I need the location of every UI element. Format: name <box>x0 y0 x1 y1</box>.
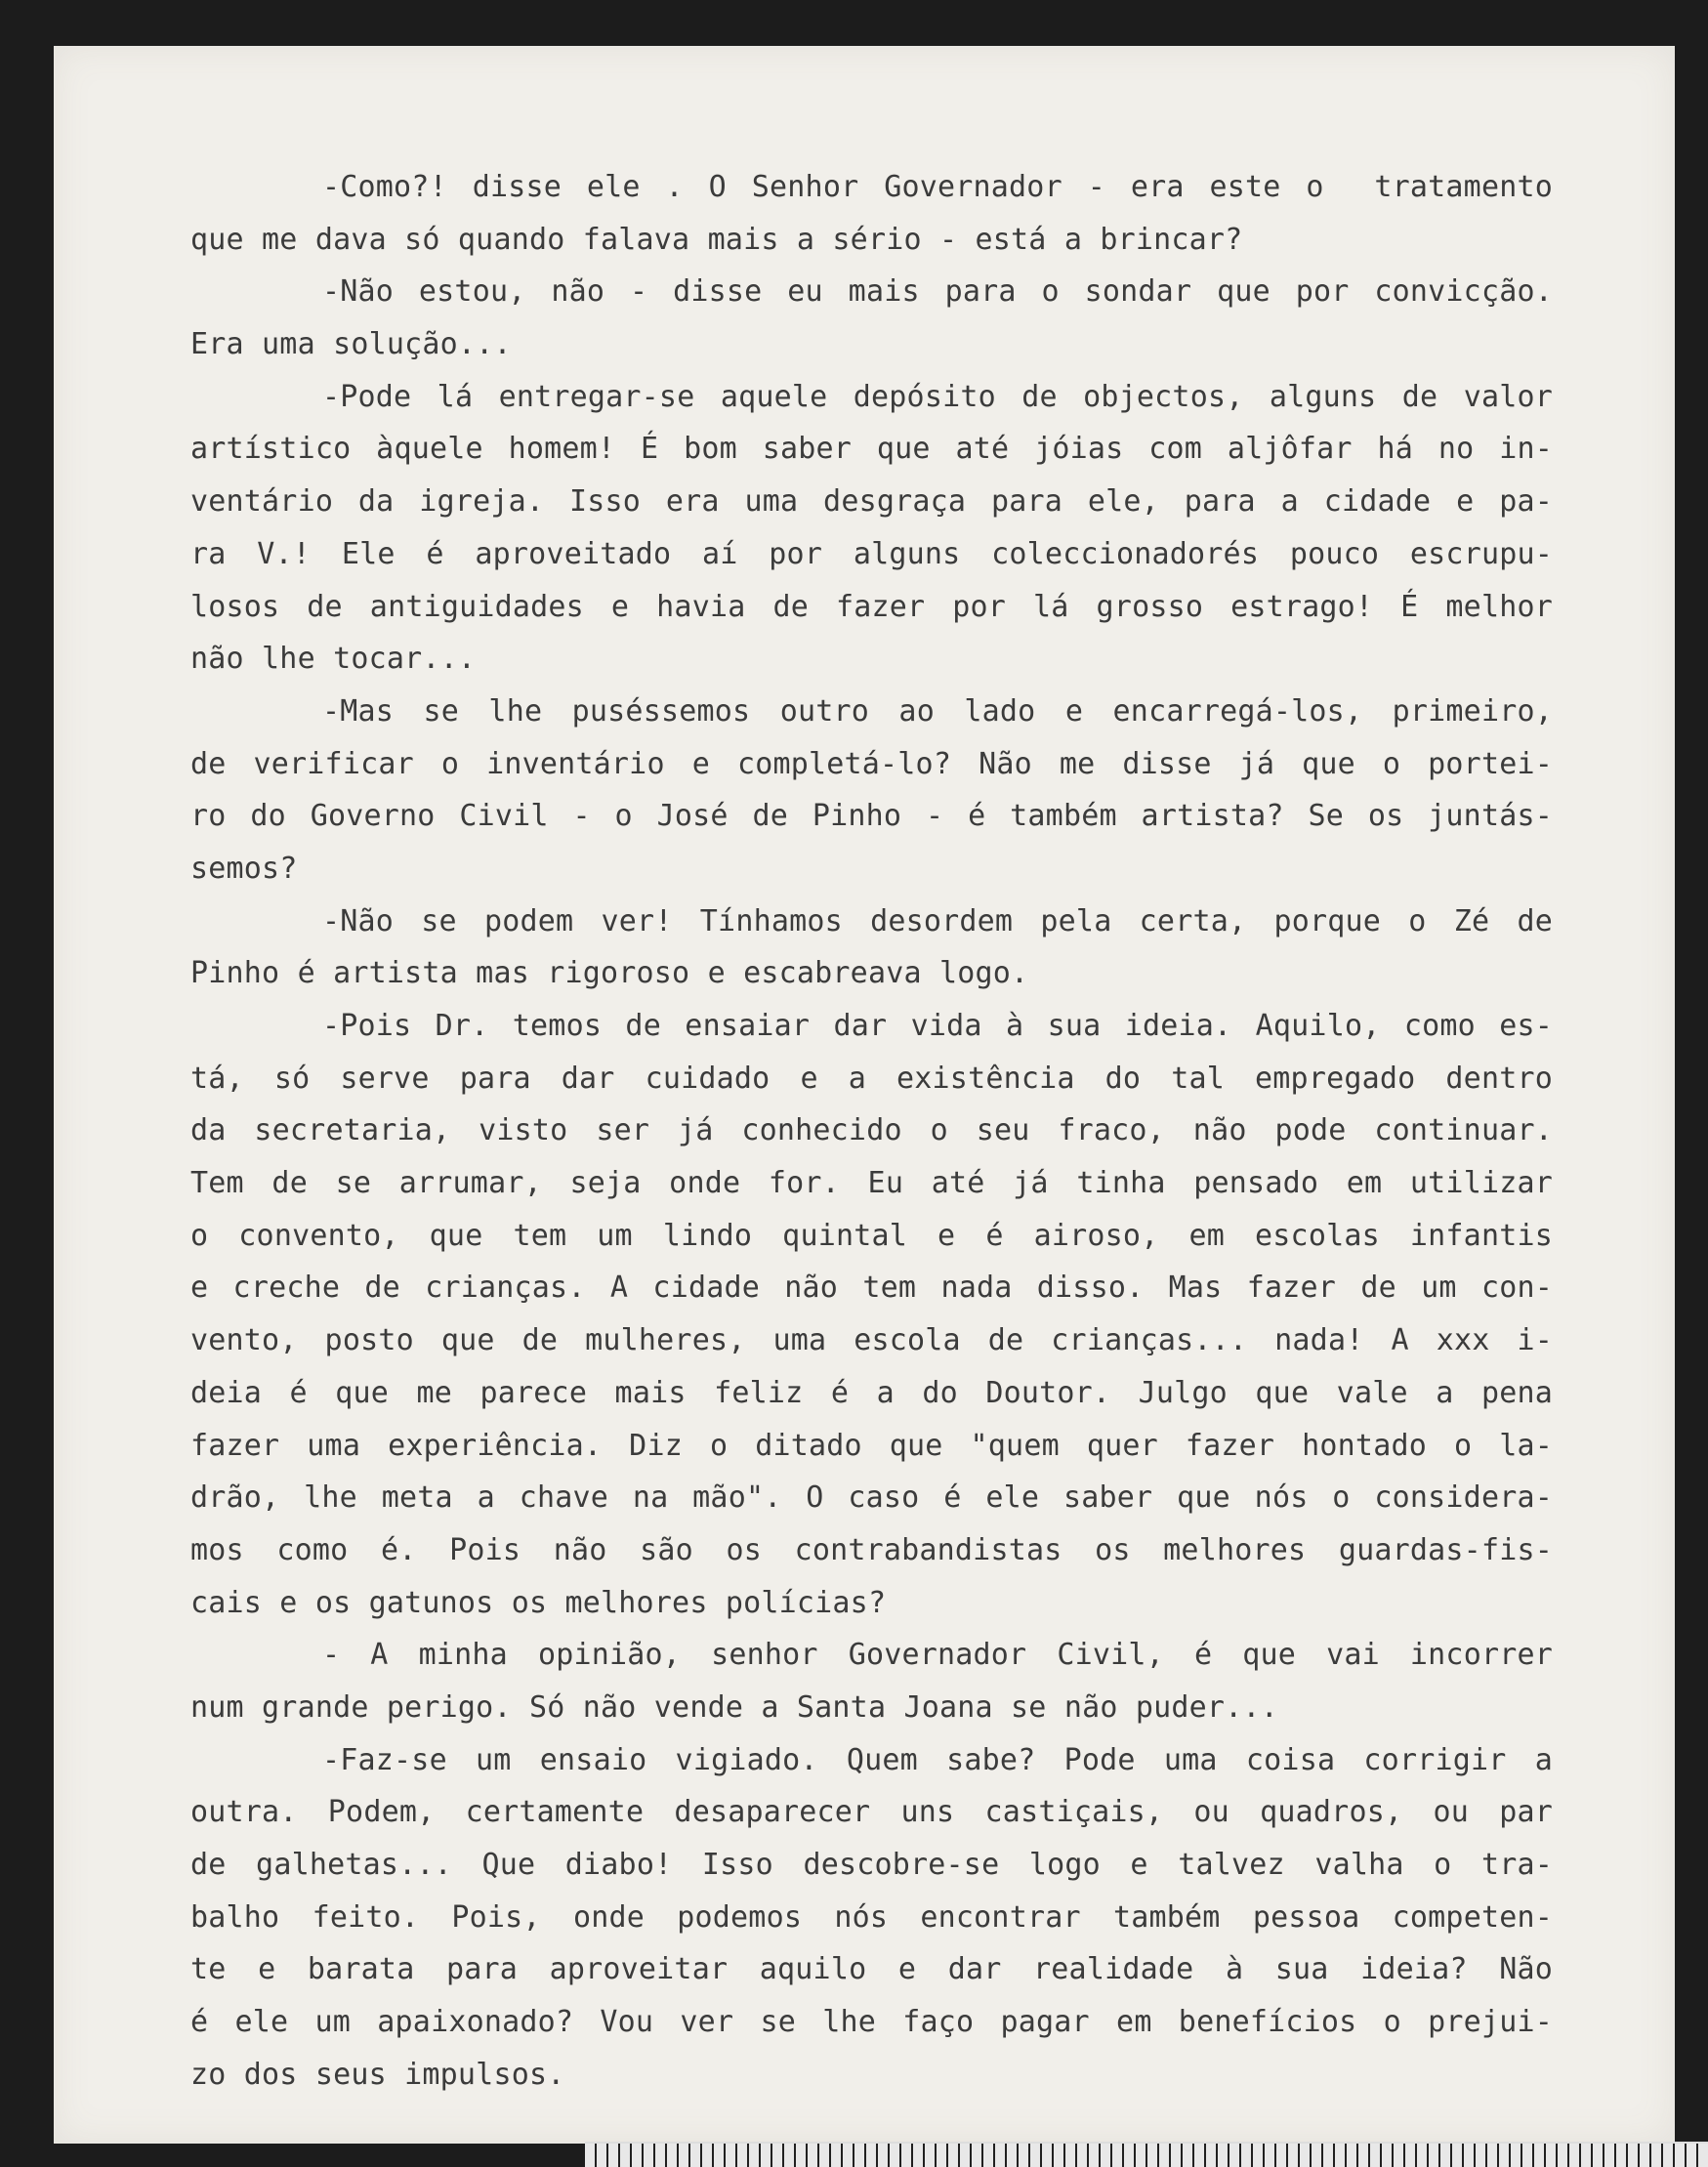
text-line: da secretaria, visto ser já conhecido o seu fraco, não pode continuar. <box>190 1113 1553 1148</box>
text-line: de galhetas... Que diabo! Isso descobre-se logo e talvez valha o tra- <box>190 1848 1553 1882</box>
text-line: -Pois Dr. temos de ensaiar dar vida à sua ideia. Aquilo, como es- <box>322 1009 1553 1043</box>
text-line: artístico àquele homem! É bom saber que até jóias com aljôfar há no in- <box>190 432 1553 467</box>
text-line: ra V.! Ele é aproveitado aí por alguns coleccionadorés pouco escrupu- <box>190 536 1553 571</box>
scale-ruler <box>585 2142 1708 2167</box>
text-line: -Como?! disse ele . O Senhor Governador - era este o tratamento <box>322 170 1553 204</box>
text-line: -Pode lá entregar-se aquele depósito de objectos, alguns de valor <box>322 379 1553 414</box>
text-line: vento, posto que de mulheres, uma escola de crianças... nada! A xxx i- <box>190 1323 1553 1358</box>
text-line: drão, lhe meta a chave na mão". O caso é ele saber que nós o considera- <box>190 1480 1553 1516</box>
text-line: fazer uma experiência. Diz o ditado que "quem quer fazer hontado o la- <box>190 1428 1553 1463</box>
text-line: outra. Podem, certamente desaparecer uns castiçais, ou quadros, ou par <box>190 1795 1553 1830</box>
text-line: que me dava só quando falava mais a sério - está a brincar? <box>190 222 1243 257</box>
text-line: te e barata para aproveitar aquilo e dar realidade à sua ideia? Não <box>190 1952 1553 1987</box>
text-line: balho feito. Pois, onde podemos nós encontrar também pessoa competen- <box>190 1899 1553 1935</box>
text-line: -Faz-se um ensaio vigiado. Quem sabe? Pode uma coisa corrigir a <box>322 1742 1553 1777</box>
text-line: cais e os gatunos os melhores polícias? <box>190 1585 887 1620</box>
text-line: num grande perigo. Só não vende a Santa Joana se não puder... <box>190 1689 1278 1725</box>
text-line: zo dos seus impulsos. <box>190 2057 565 2092</box>
text-line: - A minha opinião, senhor Governador Civil, é que vai incorrer <box>322 1638 1553 1673</box>
text-line: de verificar o inventário e completá-lo? Não me disse já que o portei- <box>190 746 1553 781</box>
text-line: o convento, que tem um lindo quintal e é airoso, em escolas infantis <box>190 1218 1553 1253</box>
text-line: ro do Governo Civil - o José de Pinho - é também artista? Se os juntás- <box>190 799 1553 834</box>
typed-text-body <box>190 161 1553 2101</box>
text-line: -Mas se lhe puséssemos outro ao lado e encarregá-los, primeiro, <box>322 693 1553 729</box>
typed-page <box>54 46 1675 2144</box>
text-line: Pinho é artista mas rigoroso e escabreava logo. <box>190 956 1029 991</box>
text-line: não lhe tocar... <box>190 642 477 677</box>
text-line: tá, só serve para dar cuidado e a existência do tal empregado dentro <box>190 1061 1553 1096</box>
text-line: e creche de crianças. A cidade não tem nada disso. Mas fazer de um con- <box>190 1271 1553 1306</box>
text-line: losos de antiguidades e havia de fazer por lá grosso estrago! É melhor <box>190 589 1553 624</box>
text-line: mos como é. Pois não são os contrabandistas os melhores guardas-fis- <box>190 1532 1553 1567</box>
text-line: deia é que me parece mais feliz é a do Doutor. Julgo que vale a pena <box>190 1375 1553 1410</box>
text-line: Tem de se arrumar, seja onde for. Eu até já tinha pensado em utilizar <box>190 1166 1553 1201</box>
text-line: ventário da igreja. Isso era uma desgraça para ele, para a cidade e pa- <box>190 484 1553 520</box>
text-line: Era uma solução... <box>190 327 512 362</box>
text-line: -Não estou, não - disse eu mais para o sondar que por convicção. <box>322 274 1553 310</box>
text-line: semos? <box>190 851 298 886</box>
text-line: é ele um apaixonado? Vou ver se lhe faço pagar em benefícios o prejui- <box>190 2005 1553 2040</box>
text-line: -Não se podem ver! Tínhamos desordem pela certa, porque o Zé de <box>322 903 1553 938</box>
